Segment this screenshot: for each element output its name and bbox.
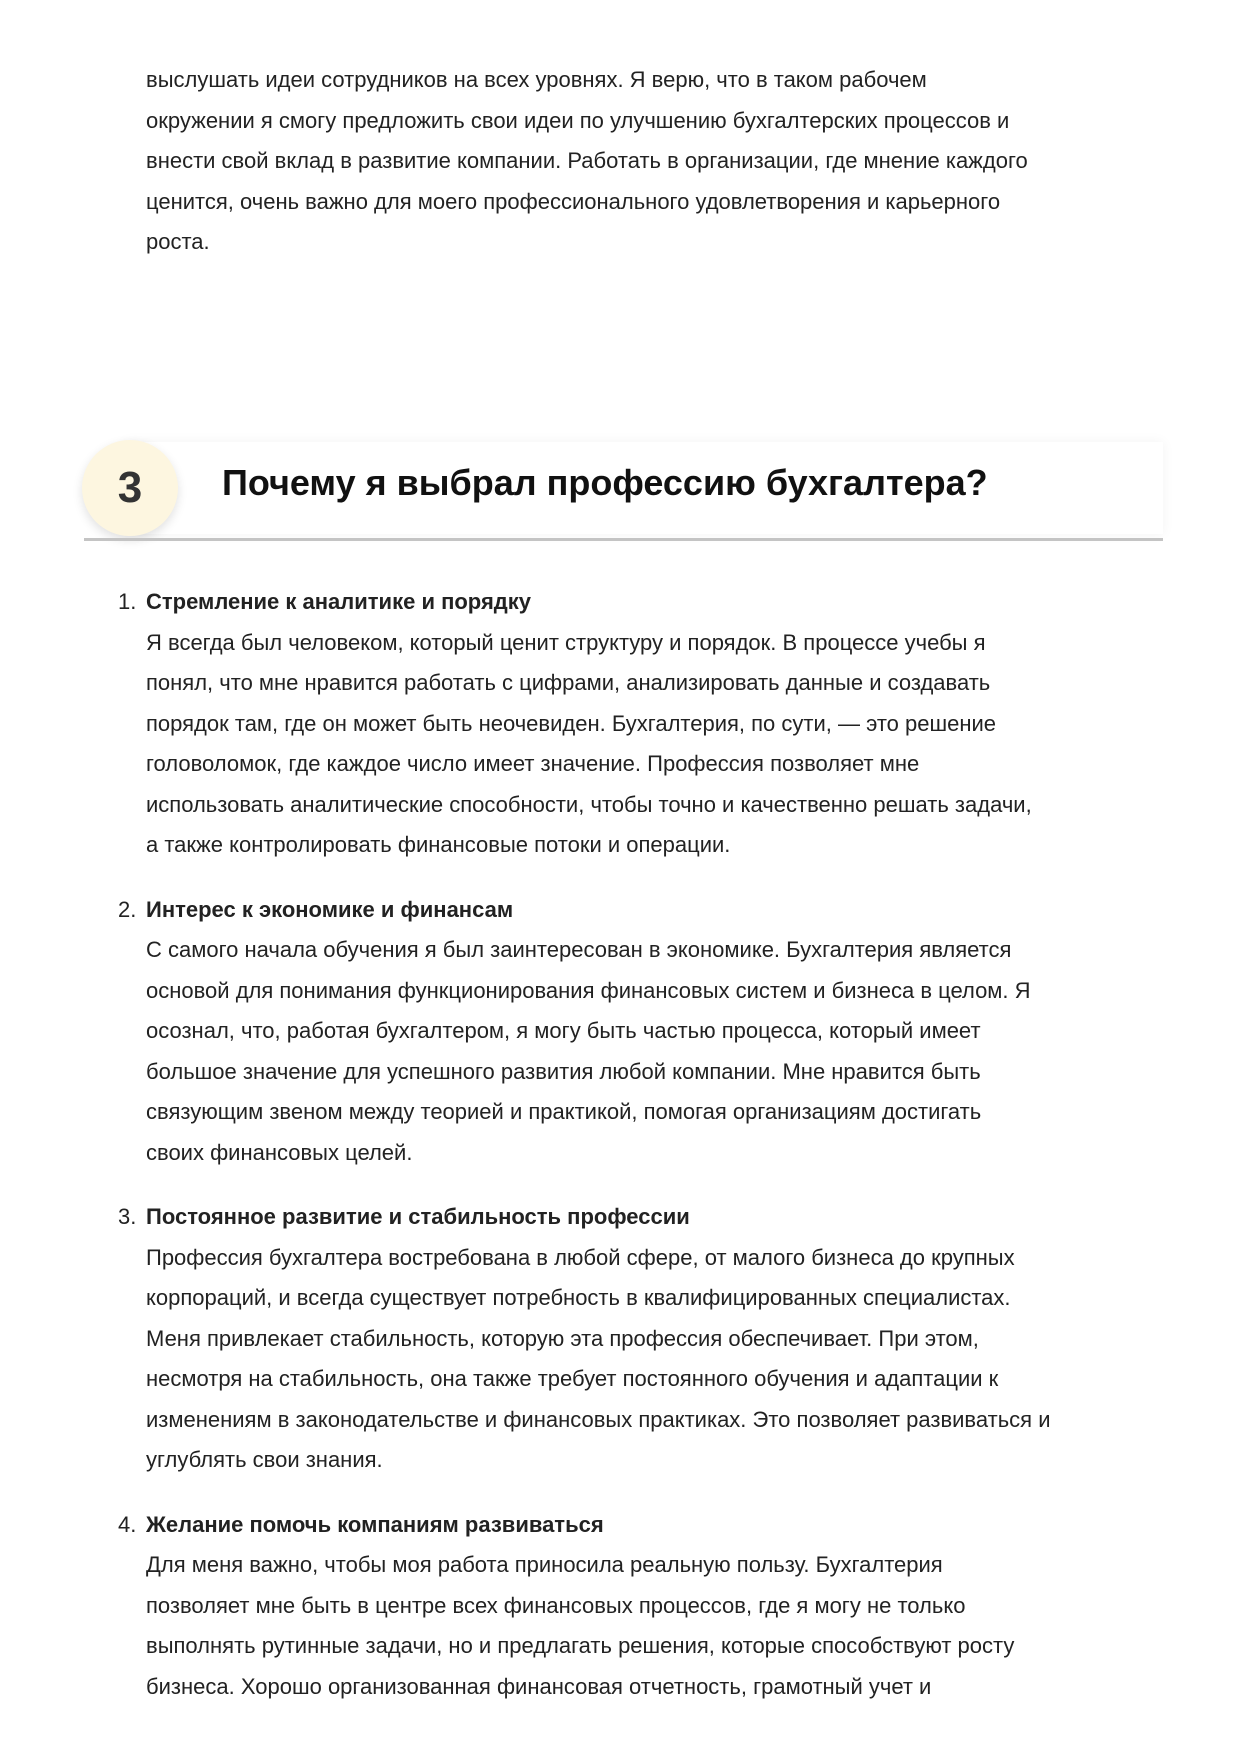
list-item-text-line: Я всегда был человеком, который ценит структуру и порядок. В процессе учебы я: [146, 629, 986, 655]
list-item-title: Постоянное развитие и стабильность профессии: [146, 1204, 690, 1229]
list-item: [118, 890, 1050, 1174]
list-item-text-line: осознал, что, работая бухгалтером, я могу быть частью процесса, который имеет: [146, 1018, 981, 1043]
intro-paragraph: [146, 60, 1028, 263]
list-item: [118, 1197, 1051, 1481]
list-item-text-line: понял, что мне нравится работать с цифрами, анализировать данные и создавать: [146, 670, 991, 695]
paragraph-line: ценится, очень важно для моего профессионального удовлетворения и карьерного: [146, 188, 1001, 214]
section-header: [84, 436, 1163, 540]
list-item-text-line: порядок там, где он может быть неочевиден. Бухгалтерия, по сути, — это решение: [146, 710, 997, 736]
list-item-text-line: несмотря на стабильность, она также требует постоянного обучения и адаптации к: [146, 1366, 999, 1391]
list-item-text-line: выполнять рутинные задачи, но и предлагать решения, которые способствуют росту: [146, 1633, 1015, 1658]
paragraph-line: выслушать идеи сотрудников на всех уровнях. Я верю, что в таком рабочем: [146, 67, 927, 92]
list-item-text-line: углублять свои знания.: [146, 1447, 383, 1472]
list-item-text-line: С самого начала обучения я был заинтересован в экономике. Бухгалтерия является: [146, 937, 1012, 962]
list-item-text-line: Меня привлекает стабильность, которую эта профессия обеспечивает. При этом,: [146, 1325, 979, 1351]
list-item-text-line: использовать аналитические способности, чтобы точно и качественно решать задачи,: [146, 791, 1032, 817]
paragraph-line: внести свой вклад в развитие компании. Работать в организации, где мнение каждого: [146, 148, 1028, 173]
list-item-text-line: изменениям в законодательстве и финансовых практиках. Это позволяет развиваться и: [146, 1406, 1051, 1432]
list-item-title: Интерес к экономике и финансам: [146, 896, 514, 922]
list-item: [118, 1505, 1050, 1708]
list-item-number: 3.: [118, 1204, 137, 1229]
list-item-title: Желание помочь компаниям развиваться: [146, 1511, 604, 1537]
paragraph-line: окружении я смогу предложить свои идеи по улучшению бухгалтерских процессов и: [146, 107, 1010, 133]
list-item-text-line: своих финансовых целей.: [146, 1139, 413, 1165]
list-item-number: 2.: [118, 896, 137, 922]
list-item: [118, 582, 1050, 866]
list-item-text-line: головоломок, где каждое число имеет значение. Профессия позволяет мне: [146, 751, 920, 776]
list-item-number: 4.: [118, 1511, 137, 1537]
list-item-text-line: Для меня важно, чтобы моя работа приносила реальную пользу. Бухгалтерия: [146, 1552, 943, 1577]
list-item-text-line: Профессия бухгалтера востребована в любой сфере, от малого бизнеса до крупных: [146, 1244, 1015, 1270]
list-item-title: Стремление к аналитике и порядку: [146, 589, 531, 614]
section-divider: [84, 538, 1163, 541]
paragraph-line: роста.: [146, 229, 210, 254]
list-item-text-line: позволяет мне быть в центре всех финансовых процессов, где я могу не только: [146, 1592, 966, 1618]
section-title: Почему я выбрал профессию бухгалтера?: [222, 462, 988, 503]
list-item-text-line: основой для понимания функционирования финансовых систем и бизнеса в целом. Я: [146, 977, 1031, 1003]
list-item-text-line: связующим звеном между теорией и практикой, помогая организациям достигать: [146, 1099, 982, 1124]
reasons-list: [118, 582, 1051, 1731]
list-item-number: 1.: [118, 589, 137, 614]
list-item-text-line: а также контролировать финансовые потоки и операции.: [146, 832, 731, 857]
section-number-badge: 3: [82, 440, 178, 536]
list-item-text-line: большое значение для успешного развития любой компании. Мне нравится быть: [146, 1058, 981, 1084]
list-item-text-line: корпораций, и всегда существует потребность в квалифицированных специалистах.: [146, 1285, 1011, 1310]
list-item-text-line: бизнеса. Хорошо организованная финансовая отчетность, грамотный учет и: [146, 1673, 932, 1699]
